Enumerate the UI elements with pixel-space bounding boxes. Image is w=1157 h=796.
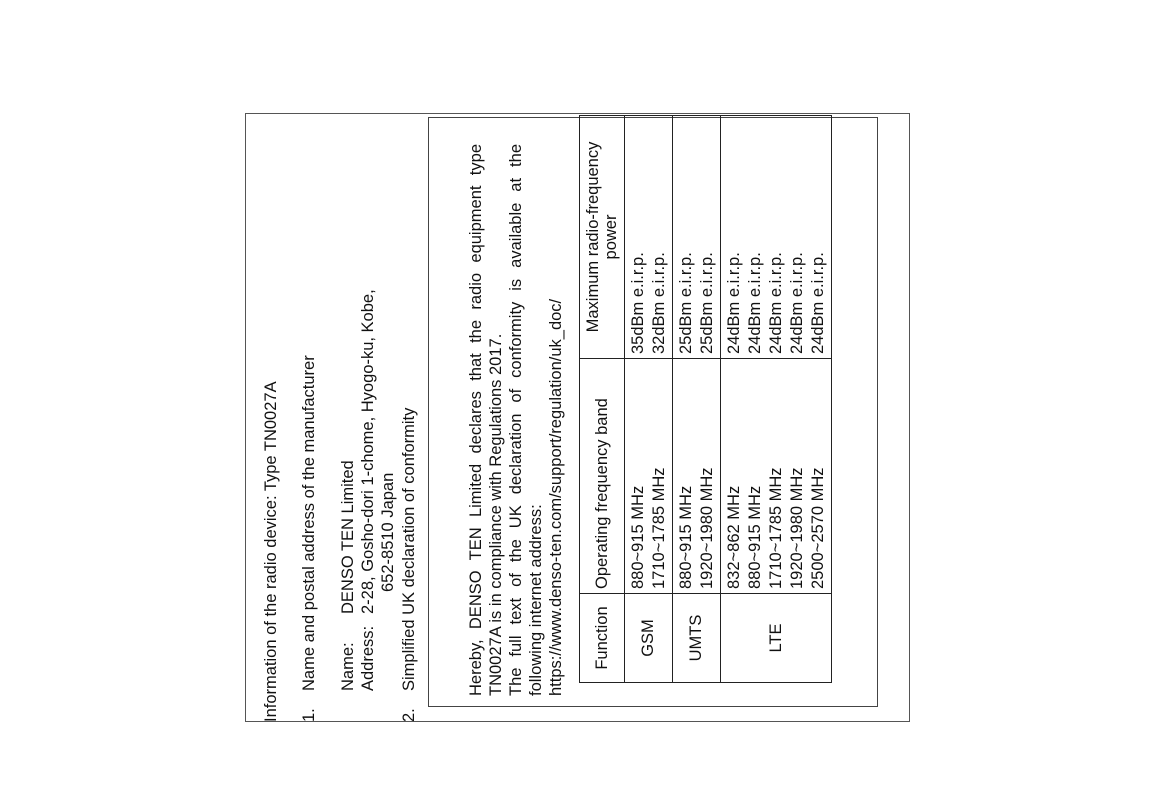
band-value: 1920~1980 MHz xyxy=(788,467,806,589)
band-cell xyxy=(721,359,832,594)
declaration-box xyxy=(428,117,878,707)
declaration-document xyxy=(253,124,909,722)
band-value: 2500~2570 MHz xyxy=(809,467,827,589)
band-value: 1710~1785 MHz xyxy=(767,467,785,589)
band-value: 1920~1980 MHz xyxy=(698,467,716,589)
power-value: 24dBm e.i.r.p. xyxy=(788,252,806,354)
power-value: 24dBm e.i.r.p. xyxy=(767,252,785,354)
power-value: 24dBm e.i.r.p. xyxy=(725,252,743,354)
power-value: 24dBm e.i.r.p. xyxy=(809,252,827,354)
table-row xyxy=(625,116,673,683)
table-header-row xyxy=(580,116,625,683)
section2-number: 2. xyxy=(400,708,418,722)
document-heading: Information of the radio device: Type TN0027A xyxy=(262,381,280,722)
rf-power-table xyxy=(579,115,832,683)
power-value: 35dBm e.i.r.p. xyxy=(629,252,647,354)
function-cell: LTE xyxy=(721,594,832,683)
power-header-line-2: power xyxy=(602,214,620,260)
section2-title: Simplified UK declaration of conformity xyxy=(400,407,418,691)
power-column-header xyxy=(580,116,625,359)
power-value: 25dBm e.i.r.p. xyxy=(698,252,716,354)
function-cell: UMTS xyxy=(673,594,721,683)
declaration-line-3: The full text of the UK declaration of conformity is available at the xyxy=(507,144,525,696)
manufacturer-name: DENSO TEN Limited xyxy=(339,460,357,614)
power-value: 25dBm e.i.r.p. xyxy=(677,252,695,354)
band-column-header: Operating frequency band xyxy=(580,359,625,594)
band-value: 832~862 MHz xyxy=(725,485,743,589)
name-label: Name: xyxy=(339,642,357,691)
section1-number: 1. xyxy=(300,708,318,722)
band-cell xyxy=(673,359,721,594)
address-label: Address: xyxy=(359,625,377,691)
address-line-1: 2-28, Gosho-dori 1-chome, Hyogo-ku, Kobe, xyxy=(359,289,377,614)
band-value: 880~915 MHz xyxy=(629,485,647,589)
declaration-line-2: TN0027A is in compliance with Regulations 2017. xyxy=(487,333,505,696)
function-column-header: Function xyxy=(580,594,625,683)
section1-title: Name and postal address of the manufacturer xyxy=(300,355,318,691)
power-cell xyxy=(625,116,673,359)
band-value: 880~915 MHz xyxy=(746,485,764,589)
power-cell xyxy=(721,116,832,359)
table-row xyxy=(721,116,832,683)
table-row xyxy=(673,116,721,683)
power-cell xyxy=(673,116,721,359)
function-cell: GSM xyxy=(625,594,673,683)
power-header-line-1: Maximum radio-frequency xyxy=(583,141,602,333)
declaration-line-4: following internet address: xyxy=(527,504,545,696)
address-line-2: 652-8510 Japan xyxy=(379,472,397,592)
band-value: 1710~1785 MHz xyxy=(650,467,668,589)
declaration-url[interactable]: https://www.denso-ten.com/support/regulation/uk_doc/ xyxy=(547,298,565,696)
power-value: 32dBm e.i.r.p. xyxy=(650,252,668,354)
band-cell xyxy=(625,359,673,594)
declaration-line-1: Hereby, DENSO TEN Limited declares that the radio equipment type xyxy=(467,144,485,696)
band-value: 880~915 MHz xyxy=(677,485,695,589)
power-value: 24dBm e.i.r.p. xyxy=(746,252,764,354)
